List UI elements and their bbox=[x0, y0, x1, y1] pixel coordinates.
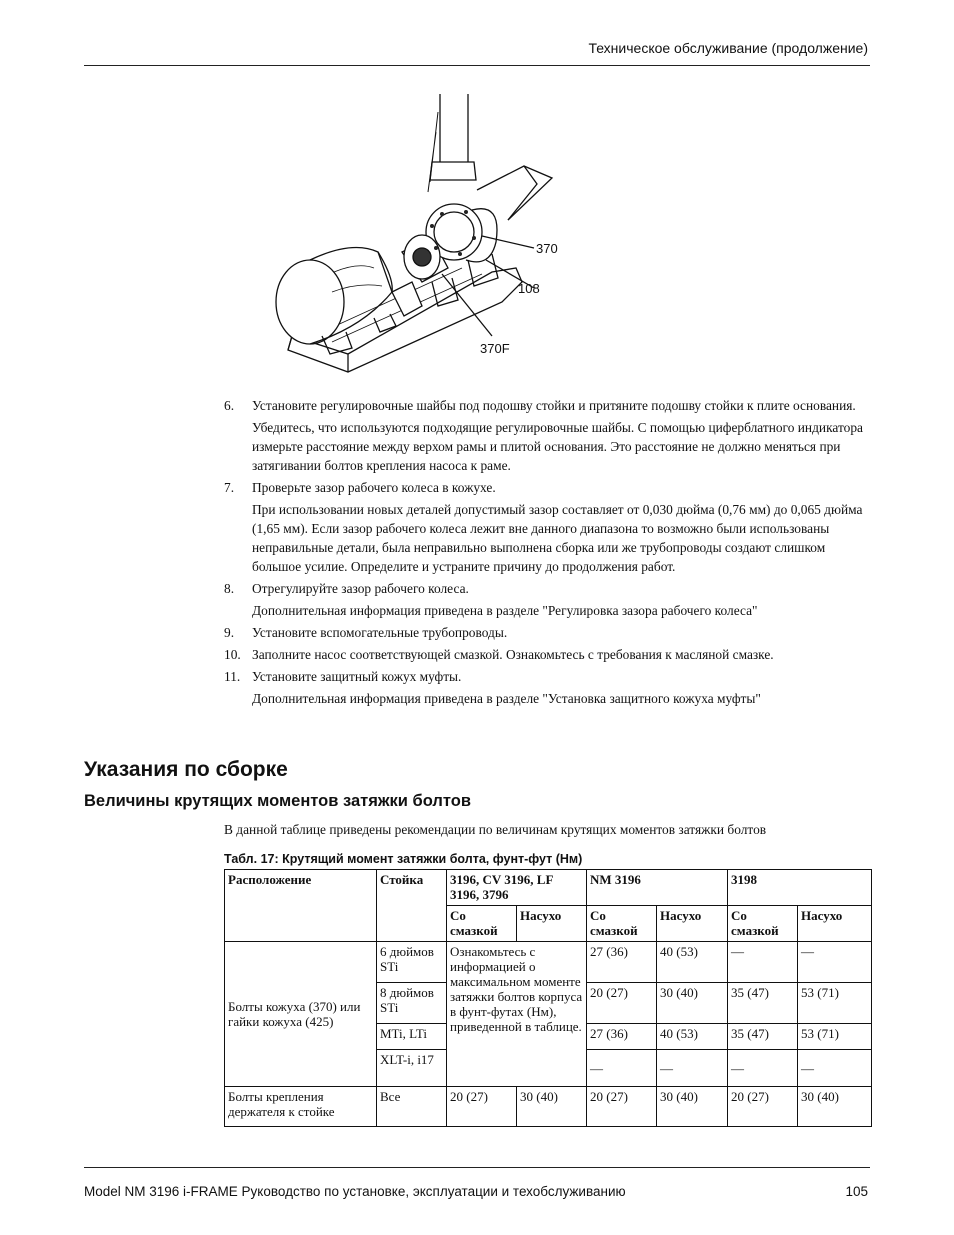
step-text: Отрегулируйте зазор рабочего колеса. bbox=[252, 581, 469, 596]
torque-table bbox=[224, 869, 872, 1127]
cell-value: 40 (53) bbox=[657, 1024, 728, 1050]
section-title: Указания по сборке bbox=[84, 758, 288, 781]
step-text: Установите регулировочные шайбы под подошву стойки и притяните подошву стойки к плите основания. bbox=[252, 398, 856, 413]
footer-document-title: Model NM 3196 i-FRAME Руководство по установке, эксплуатации и техобслуживанию bbox=[84, 1184, 626, 1199]
cell-frame: MTi, LTi bbox=[377, 1024, 447, 1050]
cell-value: 53 (71) bbox=[798, 983, 872, 1024]
step-note: Дополнительная информация приведена в разделе "Регулировка зазора рабочего колеса" bbox=[252, 603, 758, 618]
cell-value: 30 (40) bbox=[517, 1087, 587, 1127]
subsection-title: Величины крутящих моментов затяжки болтов bbox=[84, 792, 471, 810]
cell-value: 30 (40) bbox=[657, 1087, 728, 1127]
step-number: 7. bbox=[224, 480, 235, 495]
cell-frame: 8 дюймов STi bbox=[377, 983, 447, 1024]
cell-value: 20 (27) bbox=[587, 1087, 657, 1127]
intro-text: В данной таблице приведены рекомендации по величинам крутящих моментов затяжки болтов bbox=[224, 822, 767, 837]
step-note: При использовании новых деталей допустимый зазор составляет от 0,030 дюйма (0,76 мм) до 0,065 дюйма (1,65 мм). Если зазор рабочего колеса лежит вне данного диапазона то возможно были использованы неправильные детали, была неправильно выполнена сборка или же трубопроводы создают слишком большое усилие. Определите и устраните причину до продолжения работ. bbox=[252, 502, 863, 574]
step-item bbox=[224, 667, 874, 708]
cell-value: — bbox=[728, 1050, 798, 1087]
callout-370: 370 bbox=[536, 241, 558, 256]
step-text: Заполните насос соответствующей смазкой. Ознакомьтесь с требования к масляной смазке. bbox=[252, 647, 774, 662]
callout-108: 108 bbox=[518, 281, 540, 296]
footer-rule bbox=[84, 1167, 870, 1168]
header-lubricated: Со смазкой bbox=[728, 906, 798, 942]
cell-reference-note: Ознакомьтесь с информацией о максимальном моменте затяжки болтов корпуса в фунт-футах (Нм), приведенной в таблице. bbox=[447, 942, 587, 1087]
cell-value: 30 (40) bbox=[657, 983, 728, 1024]
step-number: 10. bbox=[224, 647, 241, 662]
header-group-3196: 3196, CV 3196, LF 3196, 3796 bbox=[447, 870, 587, 906]
step-item bbox=[224, 396, 874, 475]
step-list bbox=[224, 396, 874, 711]
step-number: 9. bbox=[224, 625, 235, 640]
cell-value: 40 (53) bbox=[657, 942, 728, 983]
cell-location-casing-bolts: Болты кожуха (370) или гайки кожуха (425) bbox=[225, 942, 377, 1087]
cell-value: 20 (27) bbox=[587, 983, 657, 1024]
cell-value: 20 (27) bbox=[728, 1087, 798, 1127]
step-text: Установите защитный кожух муфты. bbox=[252, 669, 462, 684]
cell-value: — bbox=[587, 1050, 657, 1087]
step-text: Проверьте зазор рабочего колеса в кожухе. bbox=[252, 480, 496, 495]
cell-value: — bbox=[728, 942, 798, 983]
header-lubricated: Со смазкой bbox=[447, 906, 517, 942]
callout-370f: 370F bbox=[480, 341, 510, 356]
header-frame: Стойка bbox=[377, 870, 447, 942]
step-item bbox=[224, 579, 874, 620]
step-number: 8. bbox=[224, 581, 235, 596]
pump-assembly-figure bbox=[262, 92, 582, 387]
header-dry: Насухо bbox=[798, 906, 872, 942]
step-number: 11. bbox=[224, 669, 241, 684]
header-group-3198: 3198 bbox=[728, 870, 872, 906]
cell-value: 35 (47) bbox=[728, 983, 798, 1024]
cell-frame: XLT-i, i17 bbox=[377, 1050, 447, 1087]
cell-frame: 6 дюймов STi bbox=[377, 942, 447, 983]
header-dry: Насухо bbox=[657, 906, 728, 942]
cell-value: 20 (27) bbox=[447, 1087, 517, 1127]
page-number: 105 bbox=[845, 1184, 868, 1199]
table-caption: Табл. 17: Крутящий момент затяжки болта, фунт-фут (Нм) bbox=[224, 852, 583, 866]
cell-location-holder-bolts: Болты крепления держателя к стойке bbox=[225, 1087, 377, 1127]
cell-value: — bbox=[798, 1050, 872, 1087]
header-group-nm3196: NM 3196 bbox=[587, 870, 728, 906]
step-note: Дополнительная информация приведена в разделе "Установка защитного кожуха муфты" bbox=[252, 691, 761, 706]
step-number: 6. bbox=[224, 398, 235, 413]
step-item bbox=[224, 645, 874, 664]
step-text: Установите вспомогательные трубопроводы. bbox=[252, 625, 508, 640]
cell-value: — bbox=[657, 1050, 728, 1087]
cell-frame: Все bbox=[377, 1087, 447, 1127]
step-item bbox=[224, 478, 874, 576]
cell-value: 30 (40) bbox=[798, 1087, 872, 1127]
header-lubricated: Со смазкой bbox=[587, 906, 657, 942]
cell-value: 27 (36) bbox=[587, 942, 657, 983]
running-header: Техническое обслуживание (продолжение) bbox=[588, 40, 868, 56]
cell-value: — bbox=[798, 942, 872, 983]
header-location: Расположение bbox=[225, 870, 377, 942]
step-item bbox=[224, 623, 874, 642]
cell-value: 35 (47) bbox=[728, 1024, 798, 1050]
header-dry: Насухо bbox=[517, 906, 587, 942]
step-note: Убедитесь, что используются подходящие регулировочные шайбы. С помощью циферблатного индикатора измерьте расстояние между верхом рамы и плитой основания. Это расстояние не должно меняться при затягивании болтов крепления насоса к раме. bbox=[252, 420, 863, 473]
cell-value: 53 (71) bbox=[798, 1024, 872, 1050]
cell-value: 27 (36) bbox=[587, 1024, 657, 1050]
pump-assembly-drawing bbox=[262, 92, 582, 387]
header-rule bbox=[84, 65, 870, 66]
